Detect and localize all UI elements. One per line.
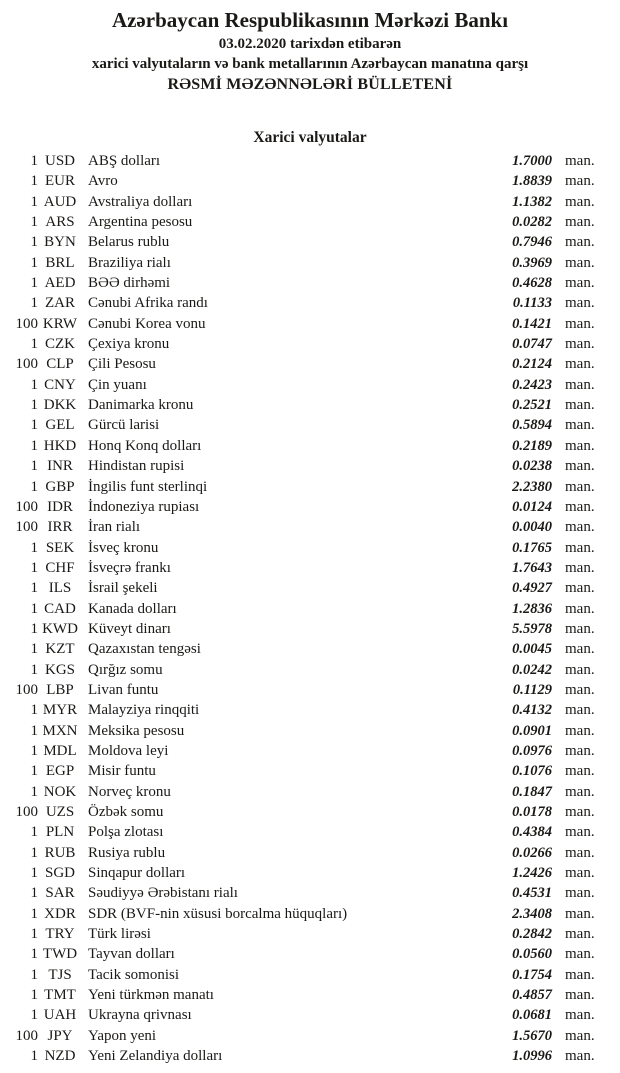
currency-quantity: 1: [30, 580, 38, 597]
currency-code: XDR: [44, 905, 76, 922]
currency-quantity: 1: [30, 600, 38, 617]
currency-quantity: 1: [30, 295, 38, 312]
unit-label: man.: [565, 661, 595, 678]
currency-quantity: 1: [30, 336, 38, 353]
effective-date-line: 03.02.2020 tarixdən etibarən: [218, 36, 402, 52]
currency-quantity: 1: [30, 661, 38, 678]
rate-value: 0.0040: [512, 519, 552, 536]
rate-value: 0.3969: [512, 254, 552, 271]
currency-code: SGD: [44, 865, 75, 882]
unit-label: man.: [565, 885, 595, 902]
rate-row: [0, 253, 620, 273]
unit-label: man.: [565, 153, 595, 169]
currency-code: ARS: [45, 214, 75, 231]
currency-name: Cənubi Afrika randı: [88, 295, 208, 312]
currency-code: KRW: [42, 315, 78, 332]
exchange-rates-table: [0, 151, 620, 1066]
currency-name: Türk lirəsi: [88, 926, 151, 943]
rate-value: 1.1382: [512, 193, 552, 210]
rate-row: [0, 334, 620, 354]
unit-label: man.: [565, 702, 595, 719]
currency-code: USD: [44, 153, 75, 169]
rate-row: [0, 212, 620, 232]
currency-code: MXN: [42, 722, 78, 739]
currency-name: Gürcü larisi: [88, 417, 160, 434]
rate-row: [0, 680, 620, 700]
currency-name: Yapon yeni: [88, 1027, 157, 1044]
currency-code: IDR: [47, 498, 73, 515]
rate-row: [0, 944, 620, 964]
rate-value: 1.7643: [512, 559, 552, 576]
rate-value: 1.7000: [512, 153, 552, 169]
unit-label: man.: [565, 376, 595, 393]
rate-value: 0.0178: [512, 804, 552, 820]
rate-value: 0.1421: [512, 315, 552, 332]
currency-quantity: 1: [30, 905, 38, 922]
rate-value: 0.0976: [512, 742, 552, 759]
currency-name: İsrail şekeli: [88, 580, 158, 597]
rate-value: 0.0560: [512, 946, 552, 963]
currency-code: MDL: [43, 742, 77, 759]
currency-quantity: 100: [15, 681, 38, 698]
rate-row: [0, 477, 620, 497]
rate-value: 0.0045: [512, 641, 552, 658]
rate-row: [0, 985, 620, 1005]
unit-label: man.: [565, 681, 595, 698]
currency-code: CHF: [45, 559, 75, 576]
currency-quantity: 1: [30, 966, 38, 983]
currency-code: INR: [47, 458, 73, 475]
currency-name: Çili Pesosu: [88, 356, 156, 373]
rate-value: 0.7946: [512, 234, 552, 251]
currency-code: ILS: [48, 580, 72, 597]
rate-row: [0, 415, 620, 435]
unit-label: man.: [565, 397, 595, 414]
currency-quantity: 1: [30, 865, 38, 882]
rate-value: 1.0996: [512, 1048, 552, 1065]
currency-name: Norveç kronu: [88, 783, 171, 800]
rate-row: [0, 171, 620, 191]
unit-label: man.: [565, 458, 595, 475]
unit-label: man.: [565, 966, 595, 983]
currency-code: JPY: [47, 1027, 73, 1044]
currency-quantity: 1: [30, 376, 38, 393]
rate-row: [0, 558, 620, 578]
bulletin-subtitle: xarici valyutaların və bank metallarının Azərbaycan manatına qarşı: [91, 56, 529, 72]
currency-name: Yeni Zelandiya dolları: [88, 1048, 223, 1065]
rate-value: 0.4531: [512, 885, 552, 902]
unit-label: man.: [565, 173, 595, 190]
unit-label: man.: [565, 437, 595, 454]
rate-row: [0, 354, 620, 374]
currency-name: Meksika pesosu: [88, 722, 185, 739]
unit-label: man.: [565, 214, 595, 231]
currency-quantity: 1: [30, 193, 38, 210]
rate-row: [0, 517, 620, 537]
unit-label: man.: [565, 1027, 595, 1044]
rate-row: [0, 883, 620, 903]
rate-row: [0, 151, 620, 171]
currency-quantity: 1: [30, 742, 38, 759]
unit-label: man.: [565, 315, 595, 332]
currency-quantity: 1: [30, 1048, 38, 1065]
currency-name: Rusiya rublu: [88, 844, 166, 861]
currency-name: Belarus rublu: [88, 234, 170, 251]
currency-quantity: 1: [30, 153, 38, 169]
unit-label: man.: [565, 559, 595, 576]
rate-value: 0.1133: [512, 295, 552, 312]
rate-row: [0, 924, 620, 944]
unit-label: man.: [565, 193, 595, 210]
currency-name: Qazaxıstan tengəsi: [88, 641, 201, 658]
rate-value: 0.0124: [512, 498, 552, 515]
rate-row: [0, 619, 620, 639]
currency-quantity: 1: [30, 824, 38, 841]
unit-label: man.: [565, 600, 595, 617]
rate-value: 0.4857: [512, 987, 552, 1004]
rate-row: [0, 599, 620, 619]
currency-quantity: 1: [30, 173, 38, 190]
currency-name: Kanada dolları: [88, 600, 177, 617]
unit-label: man.: [565, 742, 595, 759]
rate-value: 1.8839: [512, 173, 552, 190]
rate-row: [0, 395, 620, 415]
currency-name: İngilis funt sterlinqi: [88, 478, 208, 495]
unit-label: man.: [565, 417, 595, 434]
currency-quantity: 1: [30, 763, 38, 780]
rate-row: [0, 843, 620, 863]
currency-quantity: 100: [15, 519, 38, 536]
currency-name: Avro: [88, 173, 118, 190]
unit-label: man.: [565, 336, 595, 353]
currency-name: Malayziya rinqqiti: [88, 702, 200, 719]
currency-quantity: 1: [30, 926, 38, 943]
rate-row: [0, 456, 620, 476]
currency-code: TJS: [48, 966, 72, 983]
currency-code: KWD: [42, 620, 78, 637]
currency-code: GEL: [45, 417, 75, 434]
rate-row: [0, 904, 620, 924]
rate-value: 5.5978: [512, 620, 552, 637]
currency-quantity: 1: [30, 539, 38, 556]
currency-quantity: 1: [30, 214, 38, 231]
currency-name: BƏƏ dirhəmi: [88, 275, 171, 292]
rate-value: 0.5894: [512, 417, 552, 434]
currency-code: TMT: [44, 987, 76, 1004]
currency-code: TRY: [45, 926, 75, 943]
currency-quantity: 100: [15, 356, 38, 373]
rate-row: [0, 1026, 620, 1046]
rate-row: [0, 782, 620, 802]
currency-name: Livan funtu: [88, 681, 159, 698]
rate-value: 0.2842: [512, 926, 552, 943]
currency-name: Misir funtu: [88, 763, 156, 780]
rate-value: 0.2124: [512, 356, 552, 373]
unit-label: man.: [565, 722, 595, 739]
rate-row: [0, 293, 620, 313]
currency-quantity: 1: [30, 275, 38, 292]
unit-label: man.: [565, 234, 595, 251]
currency-name: Honq Konq dolları: [88, 437, 202, 454]
currency-name: Cənubi Korea vonu: [88, 315, 206, 332]
rate-value: 0.0238: [512, 458, 552, 475]
rate-row: [0, 273, 620, 293]
currency-quantity: 1: [30, 254, 38, 271]
currency-code: HKD: [43, 437, 77, 454]
rate-value: 1.5670: [512, 1027, 552, 1044]
currency-quantity: 1: [30, 559, 38, 576]
currency-code: NOK: [43, 783, 77, 800]
rate-row: [0, 965, 620, 985]
unit-label: man.: [565, 905, 595, 922]
currency-quantity: 1: [30, 641, 38, 658]
rate-value: 0.1129: [512, 681, 552, 698]
unit-label: man.: [565, 1007, 595, 1024]
rate-value: 0.1765: [512, 539, 552, 556]
currency-name: Yeni türkmən manatı: [88, 987, 214, 1004]
currency-name: Çin yuanı: [88, 376, 147, 393]
unit-label: man.: [565, 295, 595, 312]
currency-quantity: 1: [30, 844, 38, 861]
currency-code: GBP: [45, 478, 75, 495]
rate-value: 0.1847: [512, 783, 552, 800]
rate-row: [0, 802, 620, 822]
currency-quantity: 100: [15, 498, 38, 515]
section-title-foreign-currencies: Xarici valyutalar: [253, 129, 367, 146]
currency-code: CZK: [45, 336, 75, 353]
rate-row: [0, 314, 620, 334]
unit-label: man.: [565, 987, 595, 1004]
rate-row: [0, 538, 620, 558]
rate-row: [0, 578, 620, 598]
rate-row: [0, 863, 620, 883]
rate-value: 0.0266: [512, 844, 552, 861]
rate-row: [0, 436, 620, 456]
rate-value: 0.0242: [512, 661, 552, 678]
currency-quantity: 1: [30, 702, 38, 719]
currency-name: Moldova leyi: [88, 742, 169, 759]
currency-quantity: 100: [15, 315, 38, 332]
currency-name: İsveç kronu: [88, 539, 159, 556]
currency-quantity: 1: [30, 397, 38, 414]
unit-label: man.: [565, 254, 595, 271]
currency-quantity: 100: [15, 804, 38, 820]
currency-code: EUR: [45, 173, 75, 190]
rate-value: 0.1754: [512, 966, 552, 983]
rate-value: 2.3408: [512, 905, 552, 922]
currency-name: Küveyt dinarı: [88, 620, 171, 637]
currency-name: Argentina pesosu: [88, 214, 193, 231]
unit-label: man.: [565, 865, 595, 882]
currency-code: PLN: [45, 824, 75, 841]
currency-quantity: 1: [30, 885, 38, 902]
currency-code: MYR: [42, 702, 78, 719]
currency-name: Tayvan dolları: [88, 946, 175, 963]
rate-value: 0.0747: [512, 336, 552, 353]
unit-label: man.: [565, 824, 595, 841]
currency-name: Ukrayna qrivnası: [88, 1007, 192, 1024]
unit-label: man.: [565, 478, 595, 495]
rate-row: [0, 721, 620, 741]
currency-code: CLP: [46, 356, 74, 373]
rate-row: [0, 1005, 620, 1025]
currency-code: AUD: [43, 193, 77, 210]
rate-value: 2.2380: [512, 478, 552, 495]
currency-code: NZD: [44, 1048, 76, 1065]
rate-value: 0.4927: [512, 580, 552, 597]
currency-quantity: 100: [15, 1027, 38, 1044]
currency-name: SDR (BVF-nin xüsusi borcalma hüquqları): [88, 905, 348, 922]
currency-code: SAR: [45, 885, 75, 902]
currency-code: KGS: [44, 661, 75, 678]
currency-code: IRR: [47, 519, 73, 536]
currency-quantity: 1: [30, 417, 38, 434]
rate-value: 0.0901: [512, 722, 552, 739]
unit-label: man.: [565, 580, 595, 597]
rate-value: 0.0681: [512, 1007, 552, 1024]
currency-quantity: 1: [30, 234, 38, 251]
currency-quantity: 1: [30, 458, 38, 475]
currency-code: LBP: [46, 681, 74, 698]
currency-code: RUB: [44, 844, 76, 861]
currency-name: Sinqapur dolları: [88, 865, 186, 882]
currency-quantity: 1: [30, 783, 38, 800]
rate-row: [0, 639, 620, 659]
currency-name: Tacik somonisi: [88, 966, 180, 983]
unit-label: man.: [565, 804, 595, 820]
bulletin-title: RƏSMİ MƏZƏNNƏLƏRİ BÜLLETENİ: [167, 76, 453, 93]
currency-quantity: 1: [30, 620, 38, 637]
currency-name: İsveçrə frankı: [88, 559, 171, 576]
unit-label: man.: [565, 783, 595, 800]
unit-label: man.: [565, 946, 595, 963]
unit-label: man.: [565, 763, 595, 780]
bank-name-title: Azərbaycan Respublikasının Mərkəzi Bankı: [111, 8, 509, 32]
currency-code: AED: [44, 275, 76, 292]
unit-label: man.: [565, 539, 595, 556]
rate-row: [0, 232, 620, 252]
unit-label: man.: [565, 1048, 595, 1065]
currency-quantity: 1: [30, 1007, 38, 1024]
currency-code: UAH: [43, 1007, 77, 1024]
rate-value: 0.4132: [512, 702, 552, 719]
rate-row: [0, 1046, 620, 1066]
rate-value: 0.2521: [512, 397, 552, 414]
unit-label: man.: [565, 926, 595, 943]
currency-name: İndoneziya rupiası: [88, 498, 200, 515]
currency-name: Səudiyyə Ərəbistanı rialı: [88, 885, 238, 902]
rate-value: 0.4384: [512, 824, 552, 841]
unit-label: man.: [565, 519, 595, 536]
unit-label: man.: [565, 641, 595, 658]
currency-code: DKK: [43, 397, 77, 414]
rate-value: 0.0282: [512, 214, 552, 231]
unit-label: man.: [565, 275, 595, 292]
currency-quantity: 1: [30, 437, 38, 454]
unit-label: man.: [565, 356, 595, 373]
currency-code: KZT: [45, 641, 75, 658]
currency-name: Avstraliya dolları: [88, 193, 193, 210]
currency-code: CAD: [44, 600, 76, 617]
currency-code: BYN: [44, 234, 76, 251]
currency-name: Çexiya kronu: [88, 336, 170, 353]
currency-name: İran rialı: [88, 519, 141, 536]
rate-row: [0, 497, 620, 517]
currency-code: BRL: [45, 254, 75, 271]
rate-row: [0, 741, 620, 761]
currency-name: Qırğız somu: [88, 661, 163, 678]
currency-code: SEK: [45, 539, 75, 556]
currency-code: CNY: [44, 376, 76, 393]
currency-name: Danimarka kronu: [88, 397, 194, 414]
currency-name: Hindistan rupisi: [88, 458, 185, 475]
rate-row: [0, 375, 620, 395]
rate-row: [0, 660, 620, 680]
currency-quantity: 1: [30, 946, 38, 963]
rate-row: [0, 192, 620, 212]
currency-name: Polşa zlotası: [88, 824, 164, 841]
rate-row: [0, 700, 620, 720]
currency-name: Özbək somu: [88, 804, 164, 820]
unit-label: man.: [565, 844, 595, 861]
currency-quantity: 1: [30, 722, 38, 739]
currency-name: ABŞ dolları: [88, 153, 161, 169]
currency-code: ZAR: [45, 295, 75, 312]
currency-code: UZS: [45, 804, 75, 820]
rate-row: [0, 761, 620, 781]
rate-row: [0, 822, 620, 842]
currency-code: EGP: [45, 763, 75, 780]
currency-code: TWD: [42, 946, 78, 963]
rate-value: 0.2423: [512, 376, 552, 393]
currency-name: Braziliya rialı: [88, 254, 171, 271]
rate-value: 0.2189: [512, 437, 552, 454]
rate-value: 1.2836: [512, 600, 552, 617]
unit-label: man.: [565, 498, 595, 515]
rate-value: 1.2426: [512, 865, 552, 882]
rate-value: 0.1076: [512, 763, 552, 780]
rate-value: 0.4628: [512, 275, 552, 292]
currency-quantity: 1: [30, 987, 38, 1004]
unit-label: man.: [565, 620, 595, 637]
currency-quantity: 1: [30, 478, 38, 495]
